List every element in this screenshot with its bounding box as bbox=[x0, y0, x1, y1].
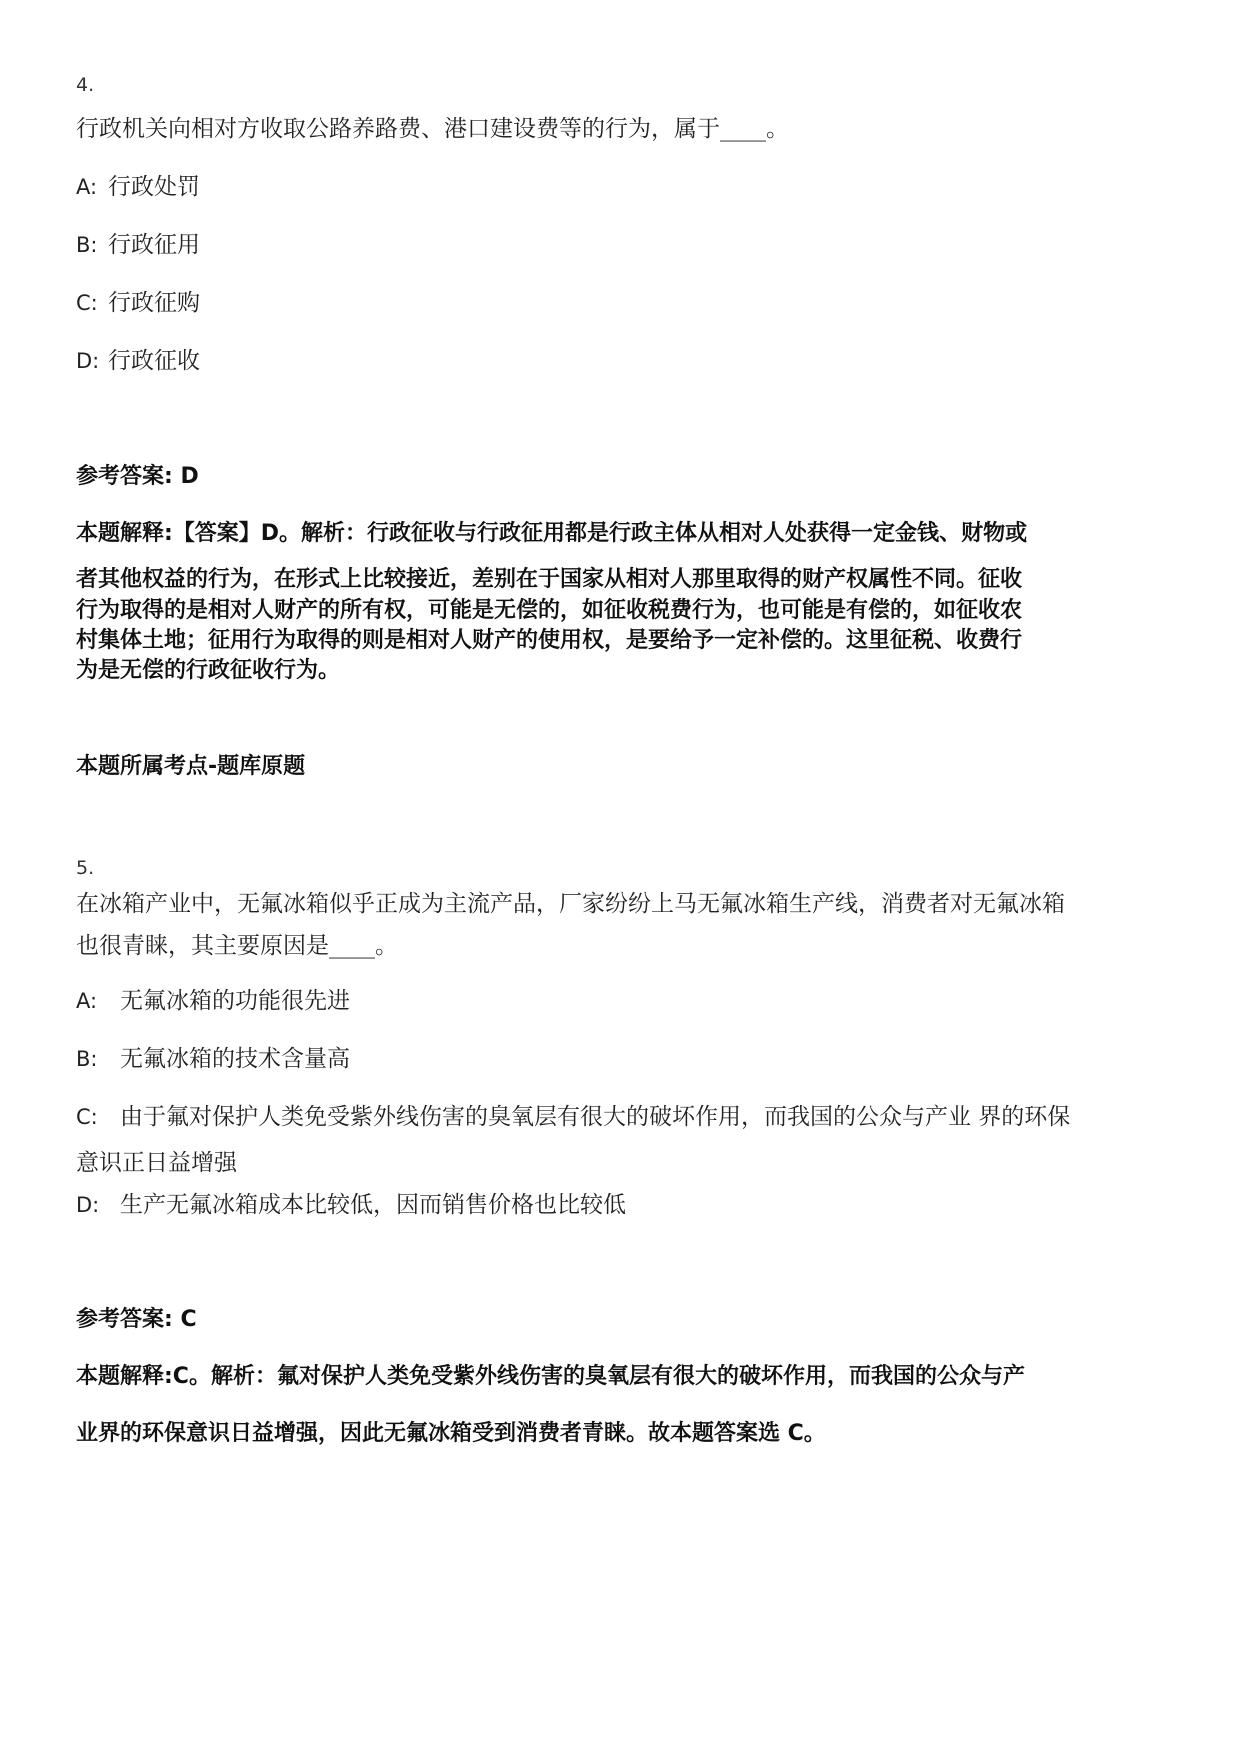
explanation-line: 本题解释:【答案】D。解析：行政征收与行政征用都是行政主体从相对人处获得一定金钱、财物或 bbox=[76, 521, 1028, 546]
explanation-line: 为是无偿的行政征收行为。 bbox=[76, 658, 341, 683]
reference-answer: 参考答案: C bbox=[76, 1307, 197, 1332]
option-b bbox=[76, 1040, 350, 1073]
option-letter: D: bbox=[76, 1193, 100, 1217]
explanation-line: 村集体土地；征用行为取得的则是相对人财产的使用权，是要给予一定补偿的。这里征税、收费行 bbox=[76, 628, 1023, 653]
option-letter: C: bbox=[76, 291, 98, 315]
option-a bbox=[76, 982, 350, 1015]
option-d bbox=[76, 342, 200, 375]
option-text: 行政征购 bbox=[108, 290, 200, 316]
option-a bbox=[76, 168, 200, 201]
question-stem: 行政机关向相对方收取公路养路费、港口建设费等的行为，属于____。 bbox=[76, 116, 789, 142]
option-text: 由于氟对保护人类免受紫外线伤害的臭氧层有很大的破坏作用，而我国的公众与产业 界的环保 bbox=[120, 1104, 1071, 1130]
question-stem-line: 也很青睐，其主要原因是____。 bbox=[76, 933, 398, 959]
reference-answer: 参考答案: D bbox=[76, 464, 199, 489]
option-c bbox=[76, 284, 200, 317]
option-c-continuation: 意识正日益增强 bbox=[76, 1150, 237, 1176]
option-letter: C: bbox=[76, 1105, 98, 1129]
option-letter: A: bbox=[76, 989, 98, 1013]
question-number: 4. bbox=[76, 74, 95, 96]
option-letter: B: bbox=[76, 1047, 98, 1071]
option-c bbox=[76, 1098, 1070, 1131]
option-text: 无氟冰箱的功能很先进 bbox=[120, 988, 350, 1014]
option-d bbox=[76, 1186, 626, 1219]
option-text: 行政处罚 bbox=[108, 174, 200, 200]
option-letter: A: bbox=[76, 175, 98, 199]
option-b bbox=[76, 226, 200, 259]
explanation-line: 行为取得的是相对人财产的所有权，可能是无偿的，如征收税费行为，也可能是有偿的，如征收农 bbox=[76, 598, 1023, 623]
explanation-line: 本题解释:C。解析：氟对保护人类免受紫外线伤害的臭氧层有很大的破坏作用，而我国的公众与产 bbox=[76, 1364, 1025, 1389]
question-number: 5. bbox=[76, 857, 95, 879]
option-letter: D: bbox=[76, 349, 100, 373]
topic-label: 本题所属考点-题库原题 bbox=[76, 754, 306, 779]
option-text: 无氟冰箱的技术含量高 bbox=[120, 1046, 350, 1072]
option-text: 生产无氟冰箱成本比较低，因而销售价格也比较低 bbox=[120, 1192, 626, 1218]
explanation-line: 业界的环保意识日益增强，因此无氟冰箱受到消费者青睐。故本题答案选 C。 bbox=[76, 1421, 826, 1446]
explanation-line: 者其他权益的行为，在形式上比较接近，差别在于国家从相对人那里取得的财产权属性不同。征收 bbox=[76, 567, 1023, 592]
option-text: 行政征收 bbox=[108, 348, 200, 374]
option-letter: B: bbox=[76, 233, 98, 257]
question-stem-line: 在冰箱产业中，无氟冰箱似乎正成为主流产品，厂家纷纷上马无氟冰箱生产线，消费者对无氟冰箱 bbox=[76, 891, 1065, 917]
option-text: 行政征用 bbox=[108, 232, 200, 258]
